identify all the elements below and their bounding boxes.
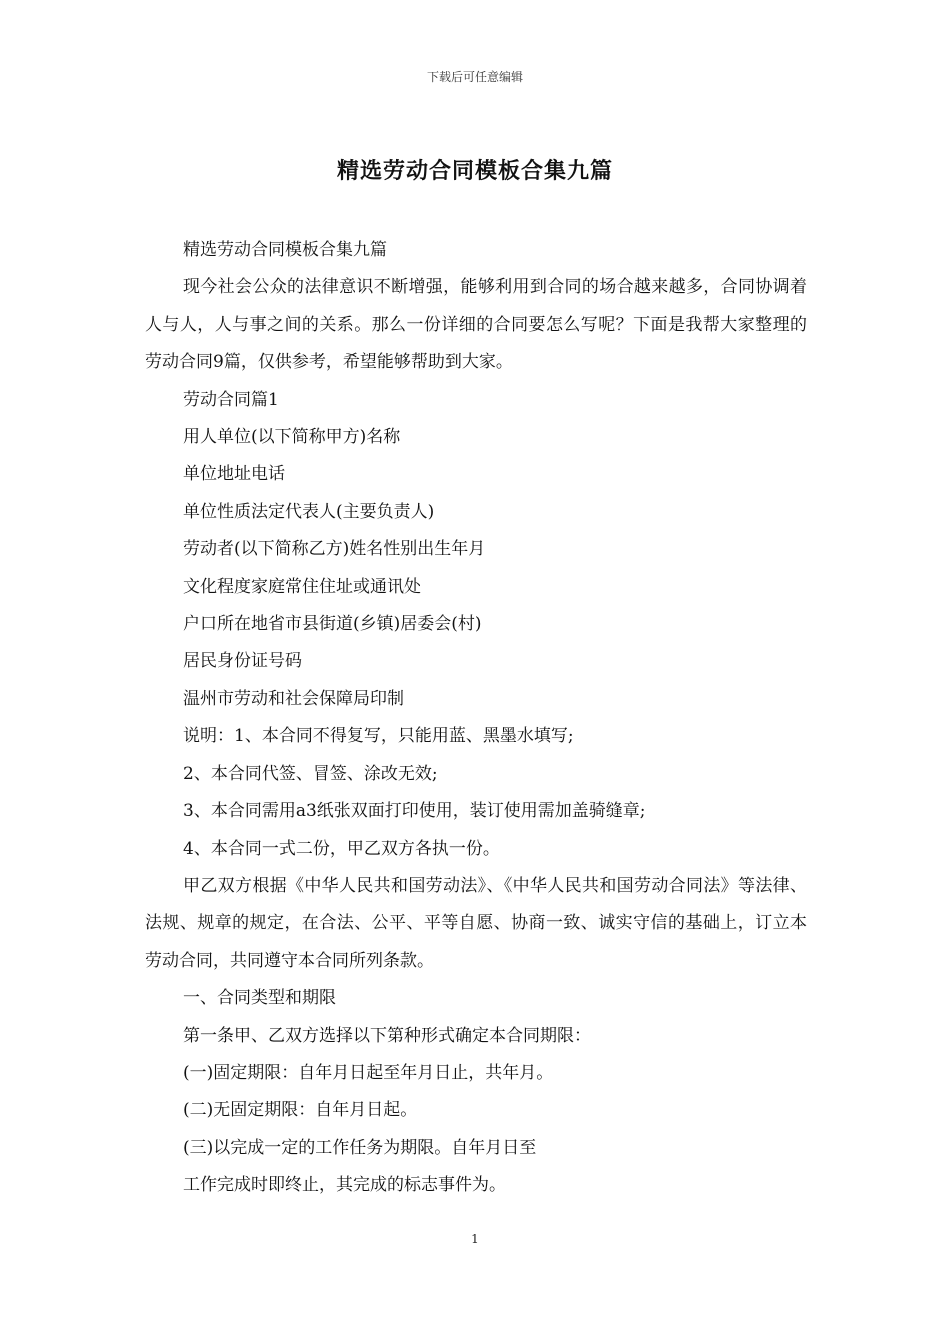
- paragraph-note-4: 4、本合同一式二份，甲乙双方各执一份。: [183, 838, 500, 859]
- paragraph-education-address: 文化程度家庭常住住址或通讯处: [183, 576, 421, 597]
- paragraph-fixed-term: (一)固定期限：自年月日起至年月日止，共年月。: [183, 1062, 554, 1083]
- paragraph-employer-address: 单位地址电话: [183, 464, 285, 485]
- document-title: 精选劳动合同模板合集九篇: [336, 158, 613, 184]
- header-note: 下载后可任意编辑: [426, 70, 523, 84]
- paragraph-employee-info: 劳动者(以下简称乙方)姓名性别出生年月: [183, 539, 486, 560]
- paragraph-id-number: 居民身份证号码: [183, 651, 302, 672]
- paragraph-subtitle: 精选劳动合同模板合集九篇: [183, 240, 387, 260]
- paragraph-household: 户口所在地省市县街道(乡镇)居委会(村): [183, 614, 482, 635]
- paragraph-employer-nature: 单位性质法定代表人(主要负责人): [183, 501, 435, 522]
- page-number: 1: [471, 1232, 479, 1246]
- paragraph-task-term: (三)以完成一定的工作任务为期限。自年月日至: [183, 1137, 537, 1158]
- paragraph-note-2: 2、本合同代签、冒签、涂改无效;: [183, 763, 438, 784]
- paragraph-printed-by: 温州市劳动和社会保障局印制: [183, 688, 404, 709]
- paragraph-legal-basis: 甲乙双方根据《中华人民共和国劳动法》、《中华人民共和国劳动合同法》等法律、法规、规章的规定，在合法、公平、平等自愿、协商一致、诚实守信的基础上，订立本劳动合同，共同遵守本合同所列条款。: [145, 875, 807, 971]
- paragraph-intro: 现今社会公众的法律意识不断增强，能够利用到合同的场合越来越多，合同协调着人与人，人与事之间的关系。那么一份详细的合同要怎么写呢？下面是我帮大家整理的劳动合同9篇，仅供参考，希望能够帮助到大家。: [145, 277, 807, 373]
- paragraph-task-end: 工作完成时即终止，其完成的标志事件为。: [183, 1175, 506, 1196]
- paragraph-note-1: 说明：1、本合同不得复写，只能用蓝、黑墨水填写;: [183, 726, 574, 747]
- document-body: [145, 232, 807, 1205]
- paragraph-employer-name: 用人单位(以下简称甲方)名称: [183, 427, 401, 448]
- paragraph-article-1: 第一条甲、乙双方选择以下第种形式确定本合同期限：: [183, 1025, 591, 1046]
- paragraph-section-heading: 劳动合同篇1: [183, 389, 279, 410]
- paragraph-chapter-heading: 一、合同类型和期限: [183, 988, 336, 1009]
- paragraph-open-term: (二)无固定期限：自年月日起。: [183, 1100, 418, 1121]
- paragraph-note-3: 3、本合同需用a3纸张双面打印使用，装订使用需加盖骑缝章;: [183, 801, 646, 822]
